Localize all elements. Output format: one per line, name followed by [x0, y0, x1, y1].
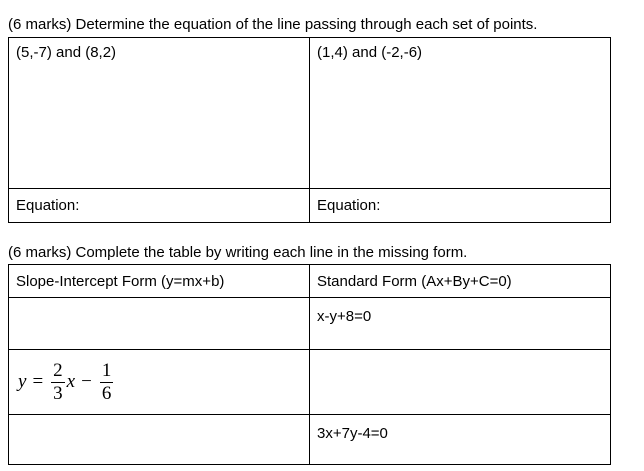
table-row	[9, 415, 611, 465]
forms-table	[8, 264, 611, 465]
header-slope-intercept: Slope-Intercept Form (y=mx+b)	[9, 265, 310, 298]
math-minus: −	[81, 371, 92, 392]
standard-cell-2[interactable]	[310, 350, 611, 415]
table-header-row	[9, 265, 611, 298]
points-cell-1[interactable]: (5,-7) and (8,2)	[9, 38, 310, 189]
equation-cell-1[interactable]: Equation:	[9, 189, 310, 223]
fraction-denominator: 3	[53, 382, 63, 404]
math-y: y	[18, 371, 27, 392]
fraction-two-thirds	[51, 361, 65, 404]
question-1-heading: (6 marks) Determine the equation of the line passing through each set of points.	[8, 16, 538, 33]
fraction-numerator: 1	[101, 359, 112, 381]
question-2-heading: (6 marks) Complete the table by writing each line in the missing form.	[8, 244, 468, 261]
fraction-numerator: 2	[53, 359, 63, 381]
points-cell-2[interactable]: (1,4) and (-2,-6)	[310, 38, 611, 189]
standard-cell-1[interactable]: x-y+8=0	[310, 298, 611, 350]
table-row	[9, 350, 611, 415]
equation-cell-2[interactable]: Equation:	[310, 189, 611, 223]
slope-intercept-cell-1[interactable]	[9, 298, 310, 350]
table-row	[9, 298, 611, 350]
slope-intercept-equation	[16, 350, 115, 414]
slope-intercept-cell-2[interactable]	[9, 350, 310, 415]
points-table	[8, 37, 611, 223]
header-standard: Standard Form (Ax+By+C=0)	[310, 265, 611, 298]
slope-intercept-cell-3[interactable]	[9, 415, 310, 465]
standard-cell-3[interactable]: 3x+7y-4=0	[310, 415, 611, 465]
table-row	[9, 189, 611, 223]
math-equals: =	[32, 371, 44, 392]
math-x: x	[66, 371, 76, 392]
table-row	[9, 38, 611, 189]
fraction-denominator: 6	[101, 382, 112, 404]
fraction-one-sixth	[100, 361, 114, 404]
